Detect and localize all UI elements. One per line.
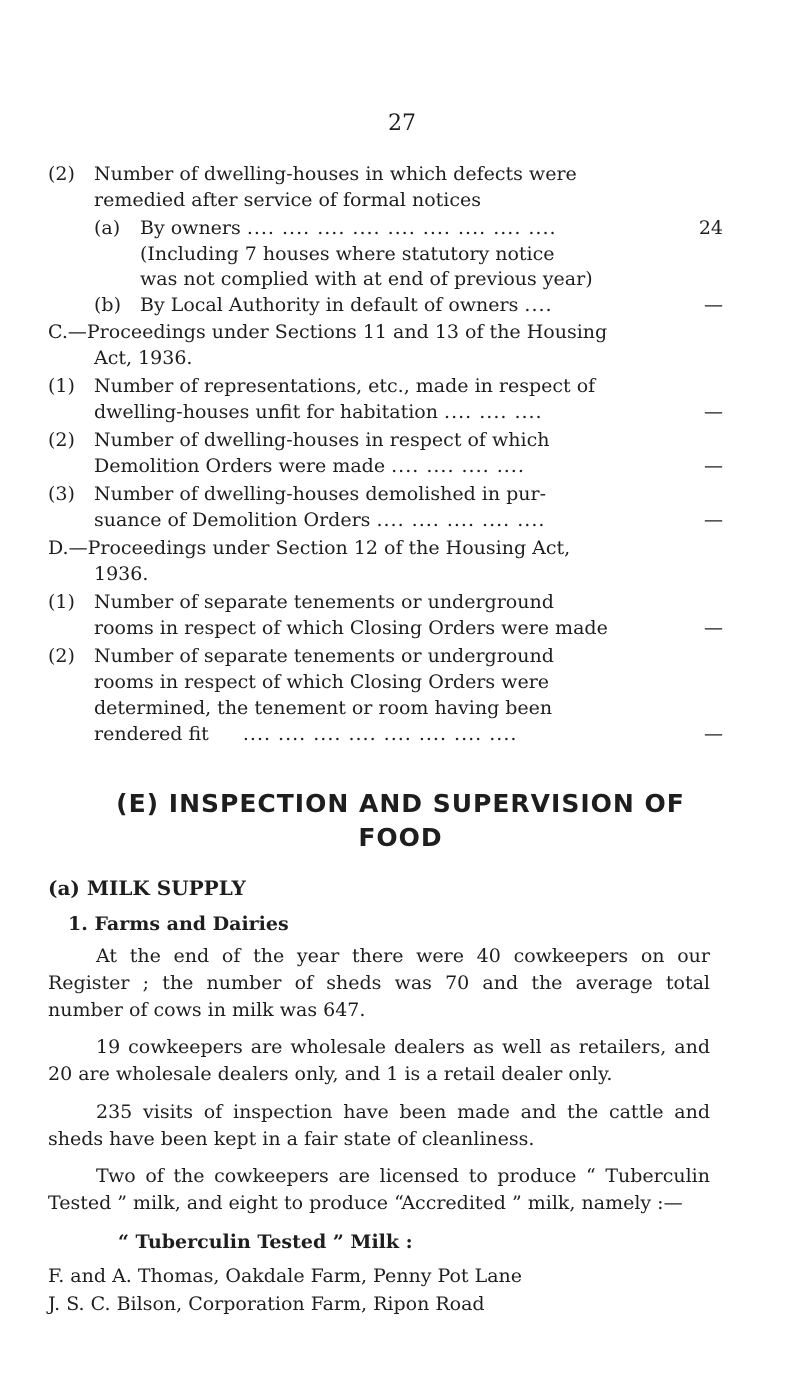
item-text-line: rooms in respect of which Closing Orders were <box>94 671 550 693</box>
paragraph: 235 visits of inspection have been made and the cattle and sheds have been kept in a fair state of cleanliness. <box>48 1101 710 1150</box>
item-text: dwelling-houses unfit for habitation <box>94 401 438 423</box>
section-heading-cont: Act, 1936. <box>94 347 193 369</box>
section-heading-cont: 1936. <box>94 563 149 585</box>
sub-item-label: (a) <box>94 217 121 239</box>
item-text: Demolition Orders were made <box>94 455 386 477</box>
sub-item-label: (b) <box>94 294 121 316</box>
item-text-line <box>94 454 525 478</box>
note-line: was not complied with at end of previous year) <box>140 268 593 290</box>
item-number: (1) <box>48 375 75 397</box>
leader-dots: .... <box>524 294 553 316</box>
value-cell: — <box>704 455 723 477</box>
item-text-line: Number of representations, etc., made in respect of <box>94 375 596 397</box>
item-text-line <box>94 400 543 424</box>
item-text-line: Number of dwelling-houses in respect of which <box>94 429 550 451</box>
section-e-heading-cont: FOOD <box>358 823 443 852</box>
leader-dots: .... .... .... .... <box>391 455 525 477</box>
item-text-line <box>94 508 545 532</box>
section-e-heading: (E) INSPECTION AND SUPERVISION OF <box>116 789 685 818</box>
item-text-line <box>94 722 517 746</box>
item-text-line: Number of separate tenements or underground <box>94 591 554 613</box>
item-number: (2) <box>48 429 75 451</box>
sub-item-label-text: By Local Authority in default of owners <box>140 294 519 316</box>
section-heading: D.—Proceedings under Section 12 of the Housing Act, <box>48 537 571 559</box>
leader-dots: .... .... .... .... .... .... .... .... <box>242 723 518 745</box>
item-text-line: Number of dwelling-houses in which defects were <box>94 163 577 185</box>
leader-dots: .... .... .... .... .... .... .... .... .... <box>246 217 557 239</box>
item-text: suance of Demolition Orders <box>94 509 371 531</box>
item-text-line: Number of dwelling-houses demolished in pur- <box>94 483 547 505</box>
item-text: rendered fit <box>94 723 209 745</box>
page-number: 27 <box>388 111 416 136</box>
value-cell: — <box>704 401 723 423</box>
paragraph: At the end of the year there were 40 cowkeepers on our Register ; the number of sheds was 70 and the average total number of cows in milk was 647. <box>48 945 710 1021</box>
sub-item-label-text: By owners <box>140 217 241 239</box>
value-cell: 24 <box>698 217 723 239</box>
paragraph: Two of the cowkeepers are licensed to produce “ Tuberculin Tested ” milk, and eight to produce “Accredited ” milk, namely :— <box>48 1165 710 1214</box>
item-number: (2) <box>48 645 75 667</box>
item-number: (2) <box>48 163 75 185</box>
item-number: (3) <box>48 483 75 505</box>
paragraph: 19 cowkeepers are wholesale dealers as well as retailers, and 20 are wholesale dealers only, and 1 is a retail dealer only. <box>48 1036 710 1085</box>
sub-item-text <box>140 293 553 317</box>
leader-dots: .... .... .... .... .... <box>376 509 546 531</box>
item-text-line: determined, the tenement or room having been <box>94 697 553 719</box>
producer-line: F. and A. Thomas, Oakdale Farm, Penny Pot Lane <box>48 1265 523 1287</box>
leader-dots: .... .... .... <box>444 401 543 423</box>
section-heading: C.—Proceedings under Sections 11 and 13 of the Housing <box>48 321 608 343</box>
value-cell: — <box>704 294 723 316</box>
tuberculin-heading: “ Tuberculin Tested ” Milk : <box>118 1231 413 1253</box>
note-line: (Including 7 houses where statutory notice <box>140 243 555 265</box>
value-cell: — <box>704 723 723 745</box>
value-cell: — <box>704 509 723 531</box>
subheading: (a) MILK SUPPLY <box>48 876 246 900</box>
sub-item-text <box>140 216 557 240</box>
item-number: (1) <box>48 591 75 613</box>
item-text-line: Number of separate tenements or underground <box>94 645 554 667</box>
item-text-line: remedied after service of formal notices <box>94 189 481 211</box>
producer-line: J. S. C. Bilson, Corporation Farm, Ripon Road <box>48 1293 485 1315</box>
item-title: 1. Farms and Dairies <box>68 913 289 935</box>
item-text-line: rooms in respect of which Closing Orders were made <box>94 617 608 639</box>
value-cell: — <box>704 617 723 639</box>
